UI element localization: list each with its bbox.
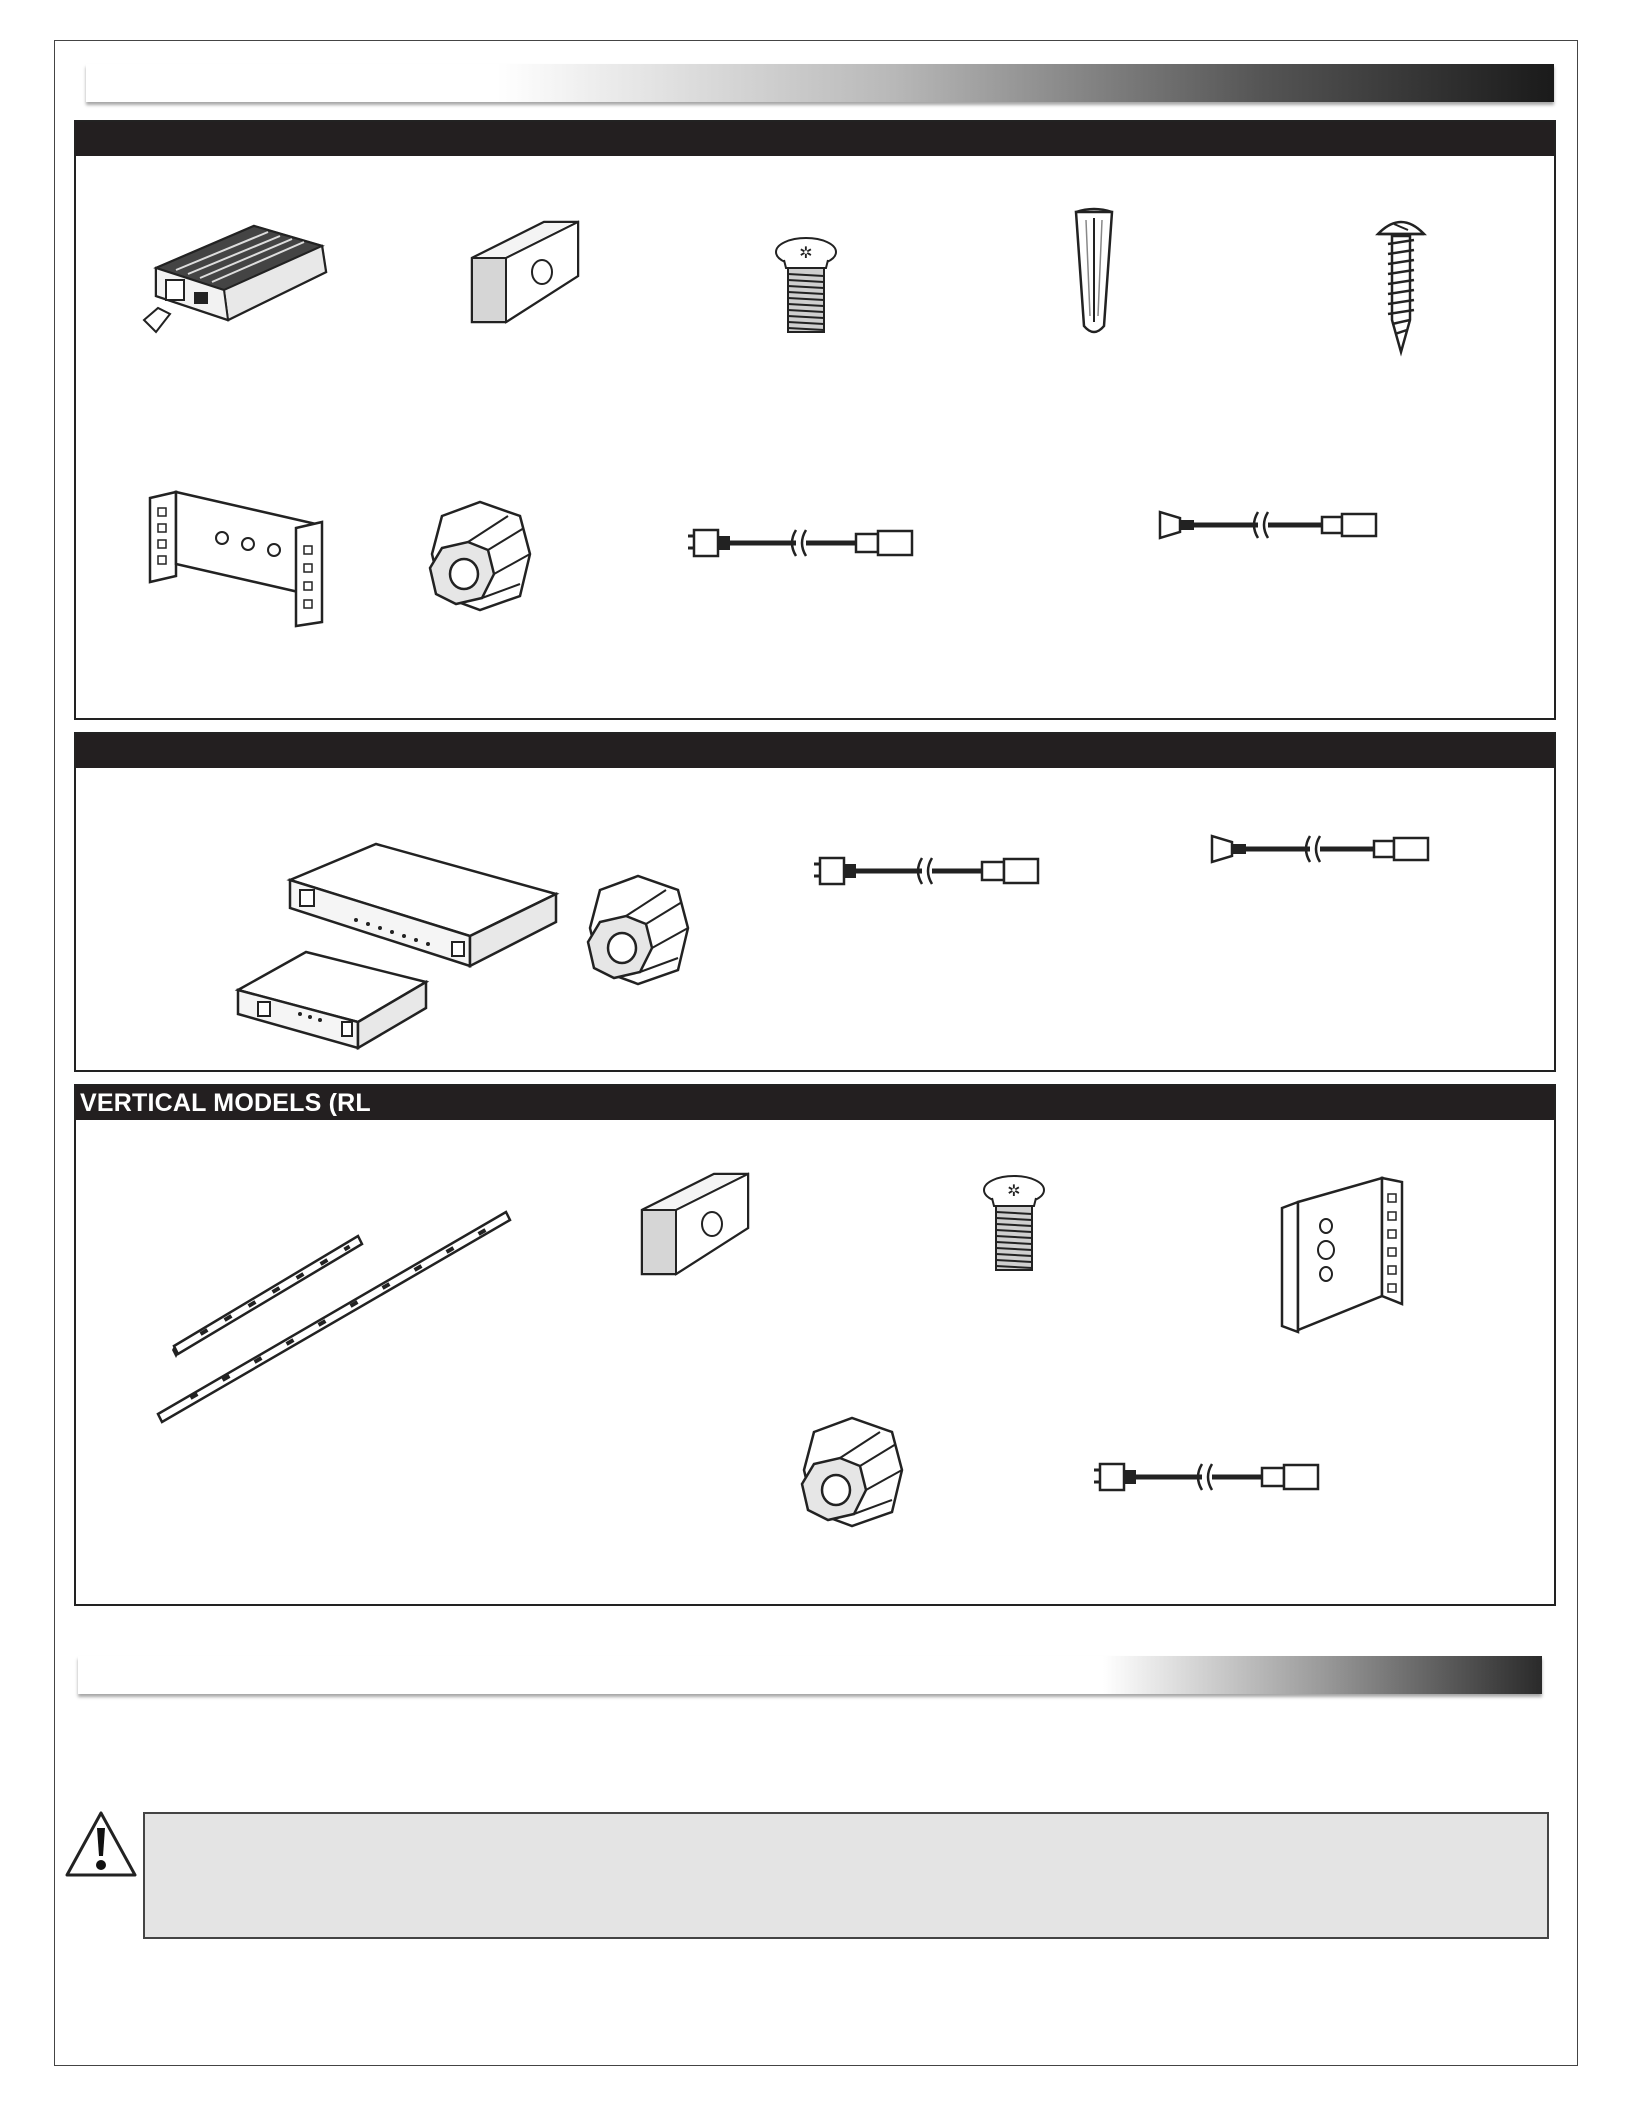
- iec-jumper-cord-icon: [1208, 832, 1432, 868]
- section-heading: [76, 122, 1554, 156]
- wall-anchor-icon: [1070, 206, 1118, 340]
- flat-head-screw-icon: [776, 230, 838, 334]
- ferrite-core-icon: [578, 872, 694, 988]
- power-unit-icon: [136, 224, 336, 342]
- vertical-power-strips-icon: [150, 1210, 514, 1434]
- ferrite-core-icon: [792, 1414, 908, 1530]
- spacer-block-icon: [466, 218, 584, 328]
- ferrite-core-icon: [420, 498, 536, 614]
- power-cord-icon: [684, 522, 916, 564]
- wood-screw-icon: [1376, 216, 1426, 356]
- warning-triangle-icon: [64, 1810, 138, 1883]
- section-1: [74, 120, 1556, 720]
- rack-bracket-icon: [146, 488, 326, 628]
- power-cord-icon: [1090, 1456, 1322, 1498]
- section-heading: VERTICAL MODELS (RL: [76, 1086, 1554, 1120]
- warning-box: [143, 1812, 1549, 1939]
- power-cord-icon: [810, 850, 1042, 892]
- rack-bracket-icon: [1278, 1172, 1418, 1336]
- bottom-title-bar: [78, 1656, 1542, 1694]
- section-heading: [76, 734, 1554, 768]
- rack-power-strips-icon: [236, 842, 556, 1052]
- top-title-bar: [86, 64, 1554, 102]
- spacer-block-icon: [636, 1170, 754, 1280]
- flat-head-screw-icon: [984, 1168, 1046, 1272]
- iec-jumper-cord-icon: [1156, 508, 1380, 544]
